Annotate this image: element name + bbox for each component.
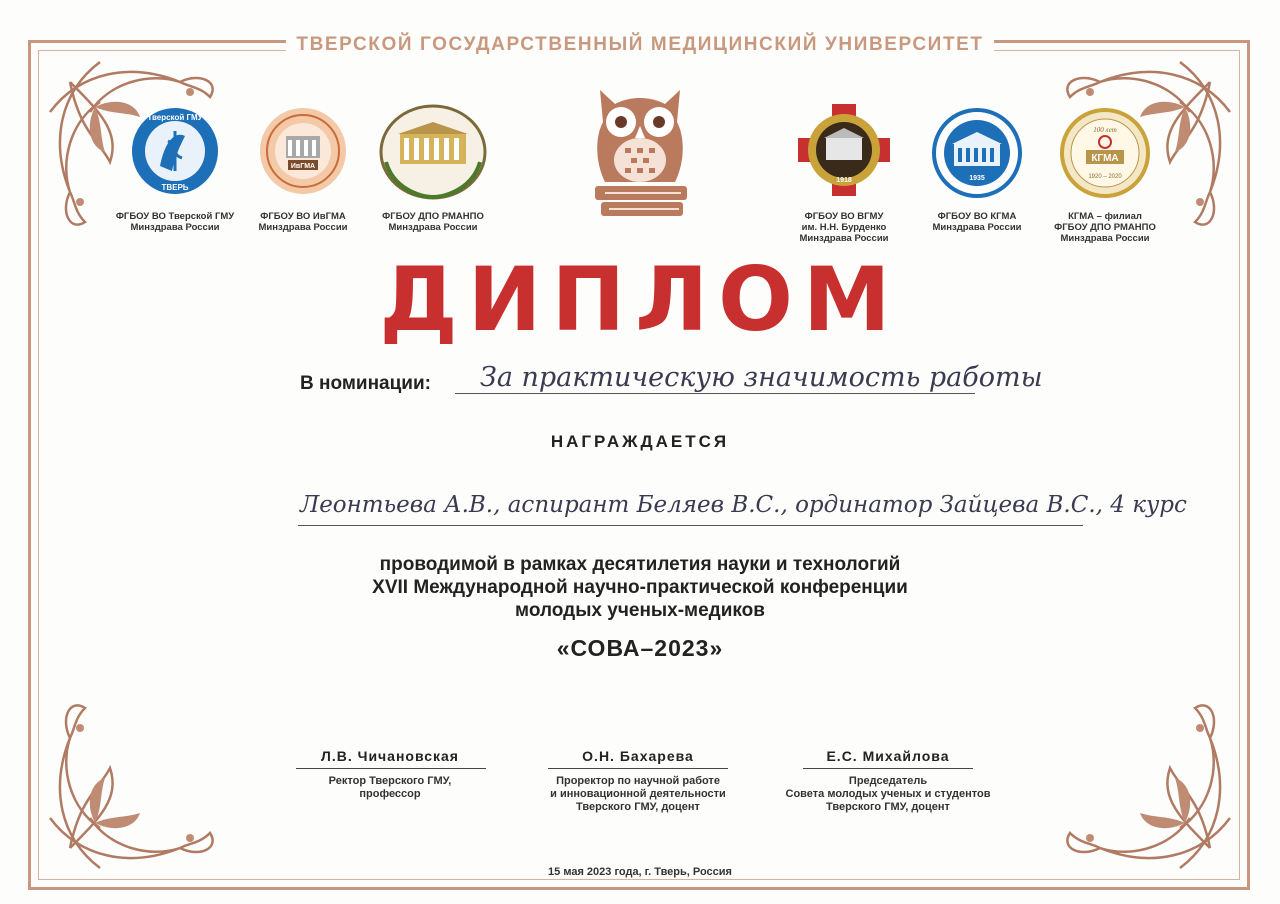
awardees-underline bbox=[298, 525, 1083, 526]
signature-role-chair: Председатель Совета молодых ученых и студентов Тверского ГМУ, доцент bbox=[785, 775, 991, 813]
event-description: проводимой в рамках десятилетия науки и технологий XVII Международной научно-практической конференции молодых ученых-медиков bbox=[372, 554, 908, 621]
kgma-100-years-logo-icon bbox=[1060, 108, 1150, 198]
signature-role-prorector: Проректор по научной работе и инновационной деятельности Тверского ГМУ, доцент bbox=[550, 775, 726, 813]
university-title: ТВЕРСКОЙ ГОСУДАРСТВЕННЫЙ МЕДИЦИНСКИЙ УНИВЕРСИТЕТ bbox=[0, 34, 1280, 56]
kgma-logo-icon bbox=[932, 108, 1022, 198]
ornament-bottom-right-icon bbox=[1040, 678, 1240, 878]
svg-text:Тверской ГМУ: Тверской ГМУ bbox=[147, 113, 203, 122]
logo-caption-rmanpo: ФГБОУ ДПО РМАНПО Минздрава России bbox=[382, 211, 484, 233]
signature-line-chair bbox=[803, 768, 973, 769]
tver-gmu-logo-icon bbox=[130, 106, 220, 196]
signature-name-chair: Е.С. Михайлова bbox=[826, 748, 950, 764]
signature-name-prorector: О.Н. Бахарева bbox=[582, 748, 694, 764]
rmanpo-logo-icon bbox=[378, 102, 488, 202]
ivgma-logo-icon bbox=[258, 106, 348, 196]
nomination-underline bbox=[455, 393, 975, 394]
nomination-label: В номинации: bbox=[300, 373, 431, 394]
svg-text:ТВЕРЬ: ТВЕРЬ bbox=[161, 183, 189, 192]
signature-role-rector: Ректор Тверского ГМУ, профессор bbox=[328, 775, 452, 800]
svg-text:КГМА: КГМА bbox=[1091, 153, 1119, 164]
logo-caption-tver: ФГБОУ ВО Тверской ГМУ Минздрава России bbox=[115, 211, 235, 233]
nomination-value: За практическую значимость работы bbox=[480, 362, 1043, 393]
svg-text:1918: 1918 bbox=[836, 177, 852, 184]
svg-text:1935: 1935 bbox=[969, 175, 985, 182]
signature-line-rector bbox=[296, 768, 486, 769]
awarded-label: НАГРАЖДАЕТСЯ bbox=[550, 432, 730, 451]
conference-name: «СОВА–2023» bbox=[556, 635, 724, 661]
vgmu-logo-icon bbox=[796, 102, 892, 198]
ornament-bottom-left-icon bbox=[40, 678, 240, 878]
svg-text:ИвГМА: ИвГМА bbox=[290, 163, 316, 170]
logo-caption-kgma-filial: КГМА – филиал ФГБОУ ДПО РМАНПО Минздрава России bbox=[1054, 211, 1156, 244]
svg-text:1920 – 2020: 1920 – 2020 bbox=[1088, 174, 1122, 180]
signature-line-prorector bbox=[548, 768, 728, 769]
svg-text:100 лет: 100 лет bbox=[1093, 126, 1117, 134]
logo-caption-vgmu: ФГБОУ ВО ВГМУ им. Н.Н. Бурденко Минздрава России bbox=[799, 211, 889, 244]
signature-name-rector: Л.В. Чичановская bbox=[321, 748, 459, 764]
logo-caption-kgma: ФГБОУ ВО КГМА Минздрава России bbox=[932, 211, 1022, 233]
owl-emblem-icon bbox=[585, 82, 695, 230]
awardees-handwritten: Леонтьева А.В., аспирант Беляев В.С., ординатор Зайцева В.С., 4 курс bbox=[300, 492, 1187, 518]
date-place: 15 мая 2023 года, г. Тверь, Россия bbox=[0, 866, 1280, 878]
diploma-title: ДИПЛОМ bbox=[379, 248, 901, 351]
logo-caption-ivgma: ФГБОУ ВО ИвГМА Минздрава России bbox=[258, 211, 348, 233]
